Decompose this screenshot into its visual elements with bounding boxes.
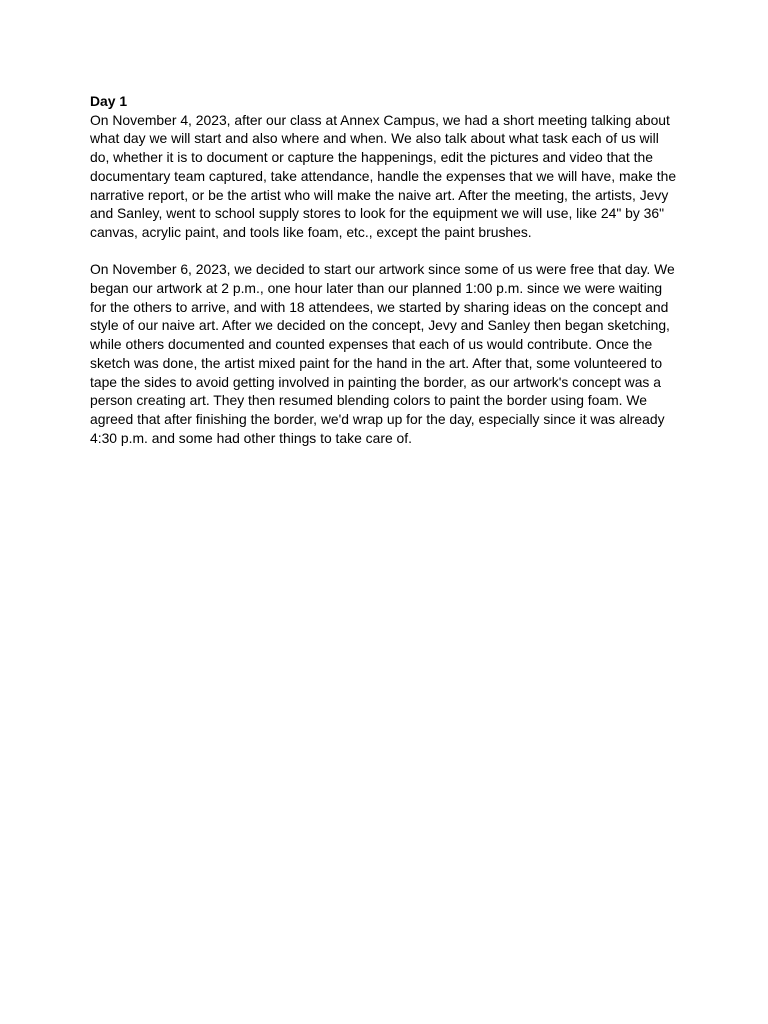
section-heading: Day 1 (90, 93, 128, 109)
document-body (90, 92, 680, 466)
paragraph-1: On November 4, 2023, after our class at Annex Campus, we had a short meeting talking about what day we will start and also where and when. We also talk about what task each of us will do, whether it is to document or capture the happenings, edit the pictures and video that the documentary team captured, take attendance, handle the expenses that we will have, make the narrative report, or be the artist who will make the naive art. After the meeting, the artists, Jevy and Sanley, went to school supply stores to look for the equipment we will use, like 24" by 36" canvas, acrylic paint, and tools like foam, etc., except the paint brushes. (90, 111, 677, 240)
paragraph-2: On November 6, 2023, we decided to start our artwork since some of us were free that day. We began our artwork at 2 p.m., one hour later than our planned 1:00 p.m. since we were waiting for the others to arrive, and with 18 attendees, we started by sharing ideas on the concept and style of our naive art. After we decided on the concept, Jevy and Sanley then began sketching, while others documented and counted expenses that each of us would contribute. Once the sketch was done, the artist mixed paint for the hand in the art. After that, some volunteered to tape the sides to avoid getting involved in painting the border, as our artwork's concept was a person creating art. They then resumed blending colors to paint the border using foam. We agreed that after finishing the border, we'd wrap up for the day, especially since it was already 4:30 p.m. and some had other things to take care of. (90, 261, 675, 446)
